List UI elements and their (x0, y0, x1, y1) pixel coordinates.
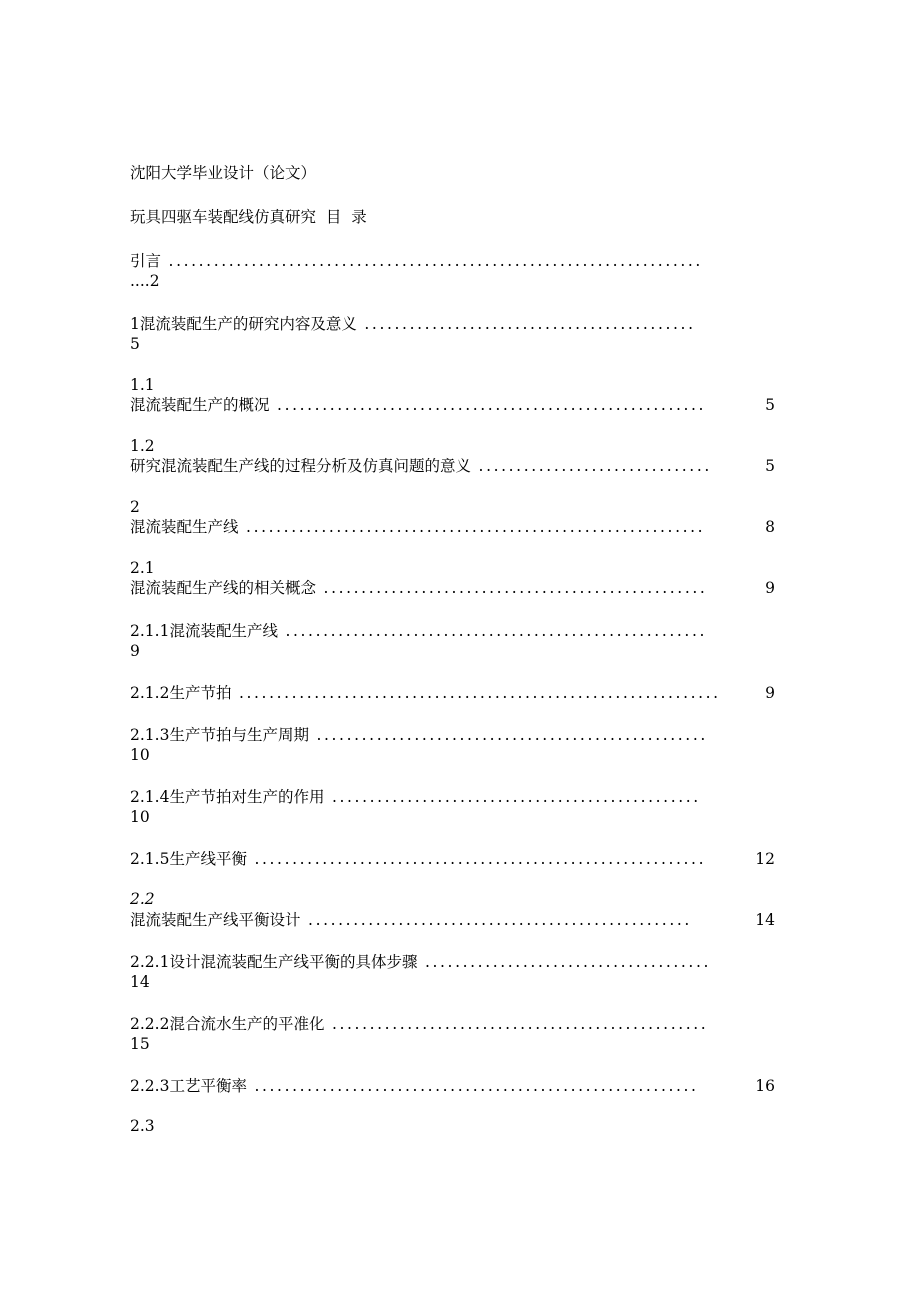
toc-leader: ...................................... (417, 953, 712, 971)
toc-leader: ........................................................... (246, 1077, 699, 1095)
toc-label: 2.1.2生产节拍 (130, 684, 232, 702)
toc-entry-intro[interactable] (130, 251, 775, 271)
toc-section-number: 2 (130, 498, 140, 516)
toc-page-number: 9 (765, 579, 775, 597)
toc-leader: ............................... (471, 457, 712, 475)
toc-page-number: 15 (130, 1035, 150, 1053)
toc-leader: ................................................. (324, 788, 701, 806)
toc-label: 2.1.4生产节拍对生产的作用 (130, 788, 325, 806)
toc-entry-2[interactable] (130, 517, 775, 537)
toc-entry-2-2[interactable] (130, 910, 775, 930)
toc-page-number: 10 (130, 808, 150, 826)
toc-label: 2.2.3工艺平衡率 (130, 1077, 247, 1095)
toc-entry-1-1[interactable] (130, 395, 775, 415)
toc-label: 混流装配生产线平衡设计 (130, 911, 301, 929)
toc-page-number: 8 (765, 518, 775, 536)
toc-page-number: 5 (765, 457, 775, 475)
toc-section-number: 1.1 (130, 376, 155, 394)
toc-entry-2-1-5[interactable] (130, 849, 775, 869)
toc-page-number: ....2 (130, 272, 160, 290)
toc-entry-1[interactable] (130, 314, 775, 334)
toc-label: 混流装配生产的概况 (130, 396, 270, 414)
toc-section-number: 2.1 (130, 559, 155, 577)
toc-section-number: 2.3 (130, 1117, 155, 1135)
toc-label: 2.2.1设计混流装配生产线平衡的具体步骤 (130, 953, 418, 971)
toc-page-number: 16 (755, 1077, 775, 1095)
toc-leader: ................................................... (316, 579, 708, 597)
toc-page-number: 10 (130, 746, 150, 764)
toc-label: 2.1.5生产线平衡 (130, 850, 247, 868)
toc-leader: .................................................. (324, 1015, 709, 1033)
toc-leader: ................................................................ (231, 684, 721, 702)
toc-entry-2-1-4[interactable] (130, 787, 775, 807)
toc-label: 2.1.1混流装配生产线 (130, 622, 278, 640)
toc-leader: .................................................... (308, 726, 708, 744)
toc-label: 混流装配生产线的相关概念 (130, 579, 317, 597)
toc-entry-2-2-1[interactable] (130, 952, 775, 972)
toc-leader: ....................................................................... (161, 252, 703, 270)
toc-label: 研究混流装配生产线的过程分析及仿真问题的意义 (130, 457, 472, 475)
toc-entry-1-2[interactable] (130, 456, 775, 476)
toc-entry-2-2-2[interactable] (130, 1014, 775, 1034)
toc-leader: ................................................... (300, 911, 692, 929)
toc-entry-2-2-3[interactable] (130, 1076, 775, 1096)
toc-page-number: 14 (130, 973, 150, 991)
toc-label: 混流装配生产线 (130, 518, 239, 536)
toc-section-number: 1.2 (130, 437, 155, 455)
toc-leader: ............................................ (356, 315, 696, 333)
toc-page-number: 9 (130, 642, 140, 660)
toc-leader: ......................................................... (269, 396, 707, 414)
toc-page-number: 9 (765, 684, 775, 702)
toc-entry-2-1-3[interactable] (130, 725, 775, 745)
toc-title: 玩具四驱车装配线仿真研究 目 录 (130, 208, 367, 226)
toc-label: 引言 (130, 252, 162, 270)
toc-page-number: 5 (765, 396, 775, 414)
toc-section-number: 2.2 (130, 890, 155, 908)
toc-label: 1混流装配生产的研究内容及意义 (130, 315, 357, 333)
toc-leader: ........................................................ (277, 622, 707, 640)
toc-page-number: 12 (755, 850, 775, 868)
toc-label: 2.1.3生产节拍与生产周期 (130, 726, 309, 744)
toc-leader: ............................................................ (246, 850, 707, 868)
toc-entry-2-1-1[interactable] (130, 621, 775, 641)
toc-entry-2-1[interactable] (130, 578, 775, 598)
toc-page-number: 14 (755, 911, 775, 929)
toc-entry-2-1-2[interactable] (130, 683, 775, 703)
toc-page-number: 5 (130, 335, 140, 353)
toc-label: 2.2.2混合流水生产的平准化 (130, 1015, 325, 1033)
toc-leader: ............................................................. (238, 518, 706, 536)
school-heading: 沈阳大学毕业设计（论文） (130, 164, 317, 182)
